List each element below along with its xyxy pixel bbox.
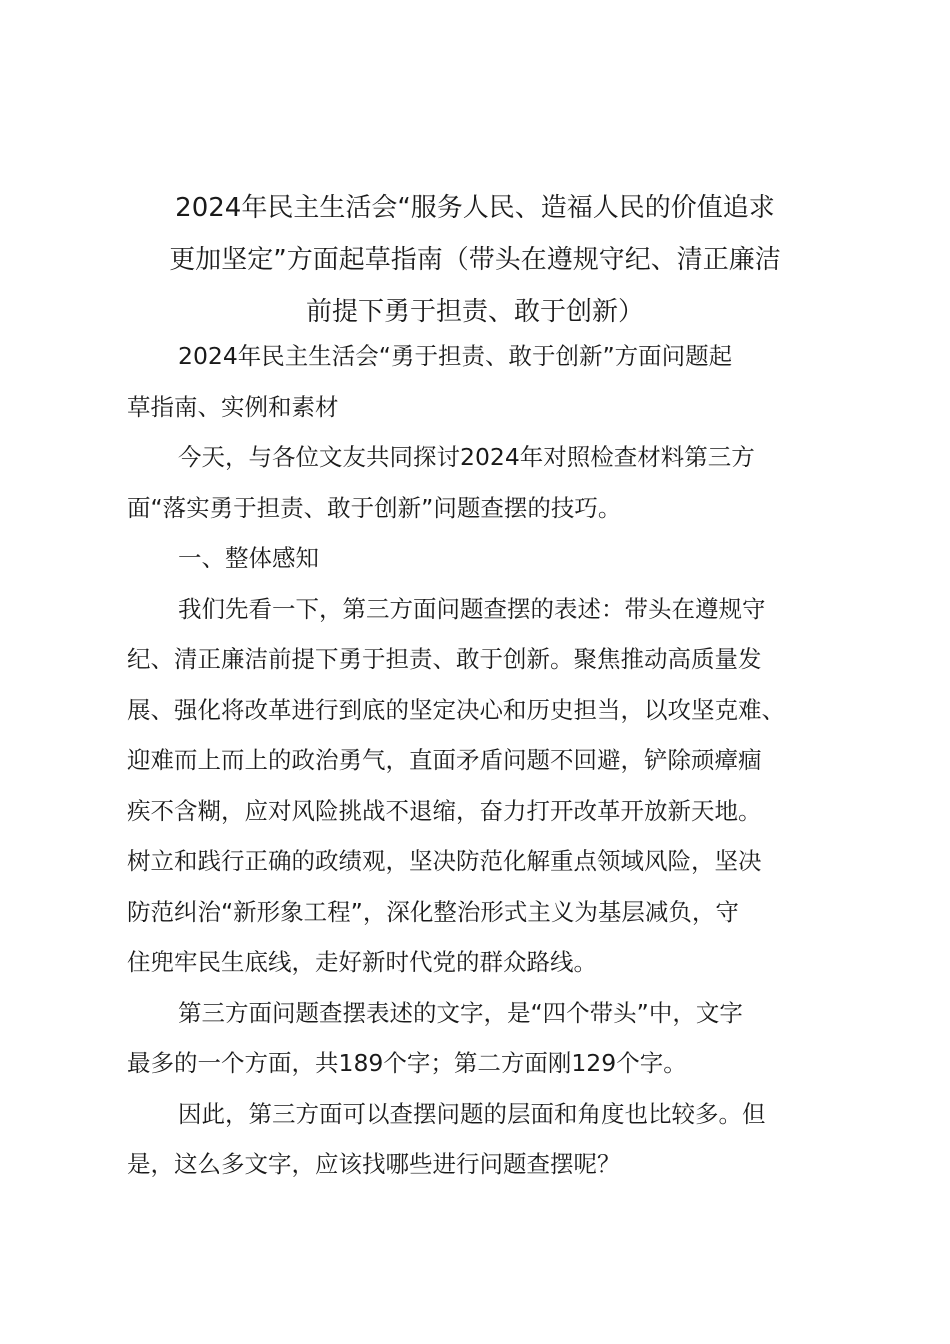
document-title <box>100 182 850 338</box>
heading-text: 一、整体感知 <box>178 544 319 572</box>
paragraph-line: 住兜牢民生底线，走好新时代党的群众路线。 <box>127 948 597 976</box>
paragraph-line: 草指南、实例和素材 <box>127 392 339 421</box>
section-heading <box>127 533 839 584</box>
paragraph-line: 第三方面问题查摆表述的文字，是“四个带头”中，文字 <box>178 998 743 1027</box>
paragraph-line: 展、强化将改革进行到底的坚定决心和历史担当，以攻坚克难、 <box>127 695 785 724</box>
paragraph-line: 是，这么多文字，应该找哪些进行问题查摆呢？ <box>127 1150 621 1178</box>
paragraph-line: 防范纠治“新形象工程”，深化整治形式主义为基层减负，守 <box>127 897 739 926</box>
paragraph-line: 因此，第三方面可以查摆问题的层面和角度也比较多。但 <box>178 1099 766 1128</box>
paragraph-line: 今天，与各位文友共同探讨2024年对照检查材料第三方 <box>178 443 755 471</box>
intro-paragraph <box>127 432 839 533</box>
subtitle-paragraph <box>127 331 839 432</box>
paragraph-line: 最多的一个方面，共189个字；第二方面刚129个字。 <box>127 1049 687 1077</box>
body-paragraph <box>127 1089 839 1190</box>
paragraph-line: 2024年民主生活会“勇于担责、敢于创新”方面问题起 <box>178 342 733 370</box>
paragraph-line: 疾不含糊，应对风险挑战不退缩，奋力打开改革开放新天地。 <box>127 796 762 825</box>
paragraph-line: 我们先看一下，第三方面问题查摆的表述：带头在遵规守 <box>178 594 766 623</box>
paragraph-line: 树立和践行正确的政绩观，坚决防范化解重点领域风险，坚决 <box>127 847 762 875</box>
title-line: 更加坚定”方面起草指南（带头在遵规守纪、清正廉洁 <box>169 245 781 275</box>
paragraph-line: 迎难而上而上的政治勇气，直面矛盾问题不回避，铲除顽瘴痼 <box>127 746 762 774</box>
title-line: 2024年民主生活会“服务人民、造福人民的价值追求 <box>175 193 775 223</box>
body-paragraph <box>127 584 839 988</box>
document-body <box>127 331 839 1190</box>
title-line: 前提下勇于担责、敢于创新） <box>305 297 644 327</box>
body-paragraph <box>127 988 839 1089</box>
paragraph-line: 纪、清正廉洁前提下勇于担责、敢于创新。聚焦推动高质量发 <box>127 645 762 673</box>
paragraph-line: 面“落实勇于担责、敢于创新”问题查摆的技巧。 <box>127 493 622 522</box>
